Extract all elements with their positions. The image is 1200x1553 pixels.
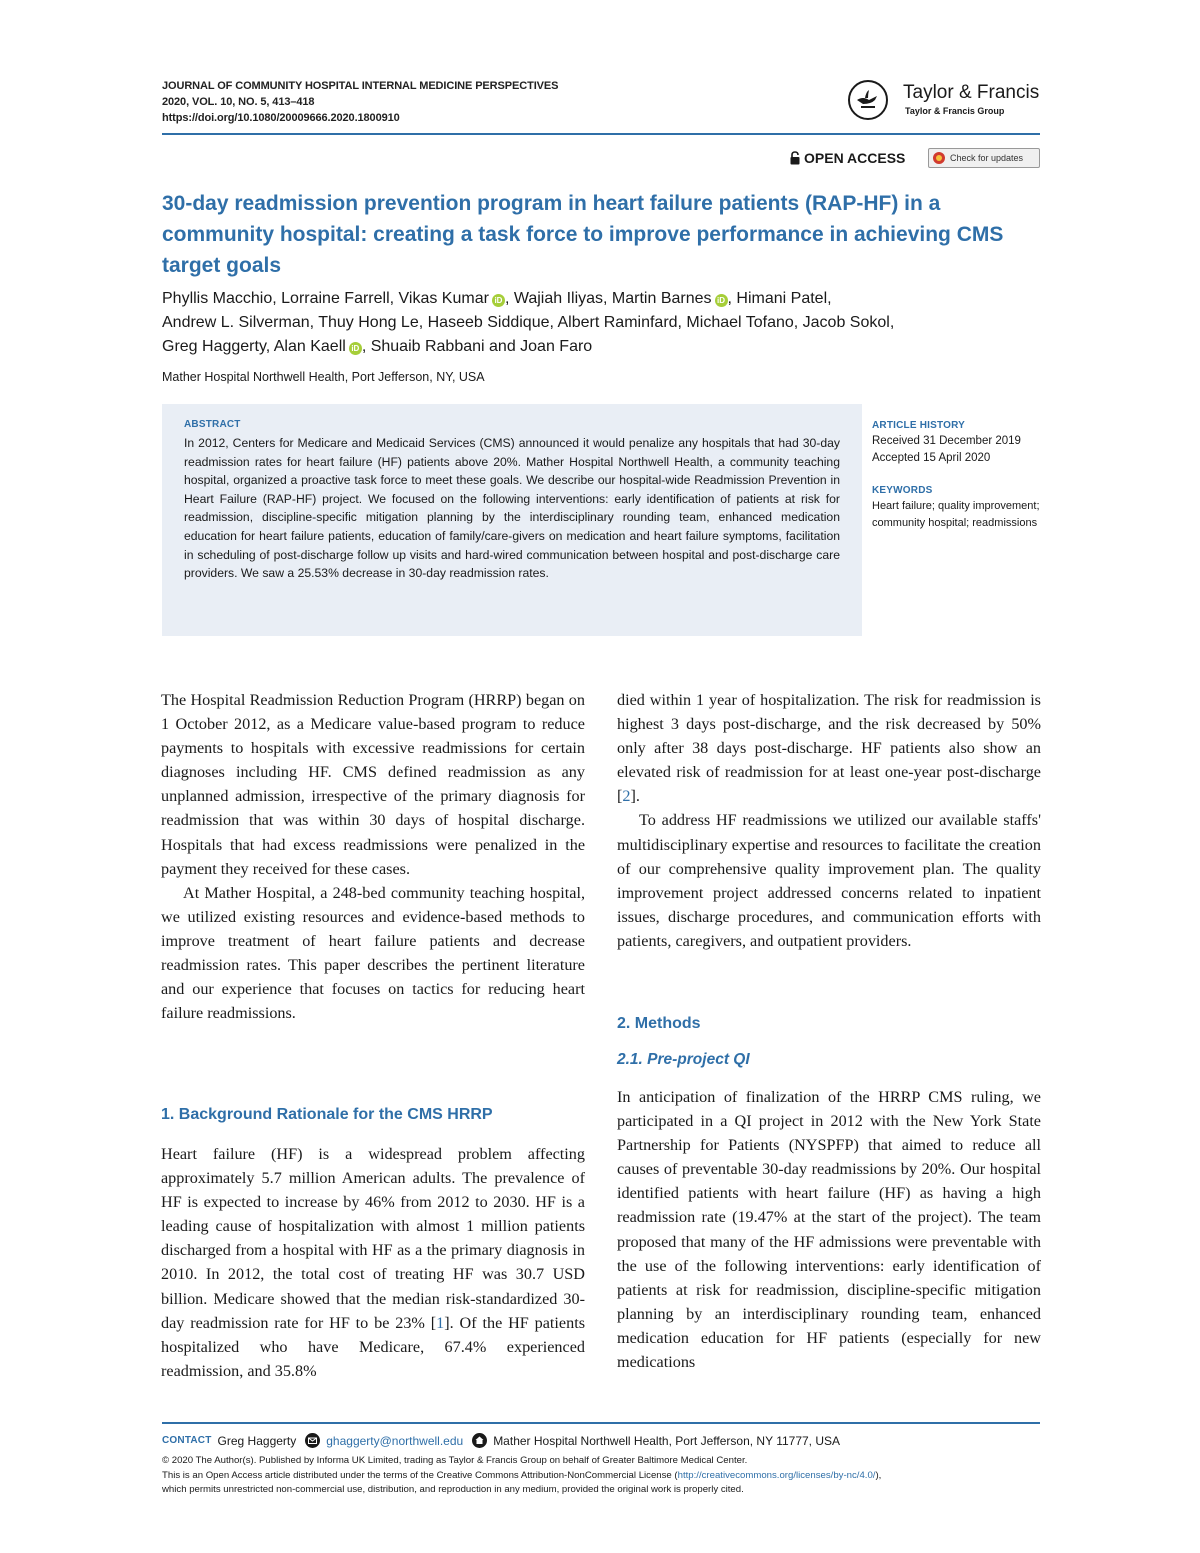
authors-text: , Himani Patel, [727,290,832,307]
body-column-right-top [617,688,1041,953]
publisher-name: Taylor & Francis [903,82,1040,103]
author-list [162,287,1044,359]
lamp-logo-icon [848,80,888,120]
copyright-notice [162,1454,1042,1498]
contact-label: CONTACT [162,1435,212,1446]
citation-link[interactable]: 1 [436,1313,445,1332]
open-lock-icon [790,151,800,165]
publisher-logo [848,78,1048,126]
footer-divider [162,1422,1040,1424]
keywords-heading: KEYWORDS [872,485,933,496]
body-column-right-bottom [617,1085,1041,1374]
article-history [872,419,1052,467]
paragraph: At Mather Hospital, a 248-bed community teaching hospital, we utilized existing resources and evidence-based methods to improve treatment of heart failure patients and decrease readmission rates. This paper describes the pertinent literature and our experience that focuses on tactics for reducing heart failure readmissions. [161,883,585,1023]
body-column-left-top [161,688,585,1025]
doi-link[interactable]: https://doi.org/10.1080/20009666.2020.1800910 [162,112,400,124]
address-icon [472,1433,487,1448]
paragraph [617,688,1041,808]
open-access-badge [790,150,905,166]
section-heading: 1. Background Rationale for the CMS HRRP [161,1106,493,1123]
publisher-group: Taylor & Francis Group [905,106,1005,116]
open-access-label: OPEN ACCESS [804,150,906,166]
keywords-text: Heart failure; quality improvement; community hospital; readmissions [872,500,1040,529]
orcid-icon[interactable]: iD [715,294,728,307]
contact-name: Greg Haggerty [217,1433,297,1448]
history-heading: ARTICLE HISTORY [872,420,966,431]
body-column-left-bottom [161,1142,585,1383]
contact-address: Mather Hospital Northwell Health, Port Jefferson, NY 11777, USA [493,1433,841,1448]
authors-text: Greg Haggerty, Alan Kaell [162,338,346,355]
check-updates-label: Check for updates [950,153,1024,163]
license-line [162,1469,1042,1484]
paragraph-text: Heart failure (HF) is a widespread problem affecting approximately 5.7 million American adults. The prevalence of HF is expected to increase by 46% from 2012 to 2030. HF is a leading cause of hospitalization with almost 1 million patients discharged from a hospital with HF as a the primary diagnosis in 2010. In 2012, the total cost of treating HF was 30.7 USD billion. Medicare showed that the median risk-standardized 30-day readmission rate for HF to be 23% [ [161,1145,585,1332]
abstract-text: In 2012, Centers for Medicare and Medicaid Services (CMS) announced it would penalize any hospitals that had 30-day readmission rates for heart failure (HF) patients above 20%. Mather Hospital Northwell Health, a community teaching hospital, organized a proactive task force to meet these goals. We describe our hospital-wide Readmission Prevention in Heart Failure (RAP-HF) project. We focused on the following interventions: early identification of patients at risk for readmission, discipline-specific mitigation planning by the interdisciplinary rounding team, enhanced medication education for heart failure patients, education of family/care-givers on medication and heart failure symptoms, facilitation in scheduling of post-discharge follow up visits and hard-wired communication between hospital and post-discharge care providers. We saw a 25.53% decrease in 30-day readmission rates. [184,436,840,581]
contact-email-link[interactable]: ghaggerty@northwell.edu [326,1433,464,1448]
paragraph: To address HF readmissions we utilized our available staffs' multidisciplinary expertise and resources to facilitate the creation of our comprehensive quality improvement plan. The quality improvement project addressed concerns related to inpatient issues, discharge procedures, and communication efforts with patients, caregivers, and outpatient providers. [617,811,1041,950]
copyright-line: © 2020 The Author(s). Published by Informa UK Limited, trading as Taylor & Francis Group on behalf of Greater Baltimore Medical Center. [162,1455,748,1466]
journal-name: JOURNAL OF COMMUNITY HOSPITAL INTERNAL MEDICINE PERSPECTIVES [162,80,559,92]
keywords [872,484,1044,532]
orcid-icon[interactable]: iD [492,294,505,307]
affiliation: Mather Hospital Northwell Health, Port Jefferson, NY, USA [162,370,485,384]
license-link[interactable]: http://creativecommons.org/licenses/by-nc/4.0/ [677,1469,876,1481]
paragraph: The Hospital Readmission Reduction Program (HRRP) began on 1 October 2012, as a Medicare value-based program to reduce payments to hospitals with excessive readmissions for certain diagnoses including HF. CMS defined readmission as any unplanned admission, irrespective of the primary diagnosis for readmission that was within 30 days of hospital discharge. Hospitals that had excess readmissions were penalized in the payment they received for these cases. [161,691,585,878]
license-text: ), [875,1469,882,1481]
license-line: which permits unrestricted non-commercial use, distribution, and reproduction in any medium, provided the original work is properly cited. [162,1484,744,1495]
subsection-heading: 2.1. Pre-project QI [617,1051,750,1068]
section-heading: 2. Methods [617,1015,701,1032]
article-title: 30-day readmission prevention program in heart failure patients (RAP-HF) in a community hospital: creating a task force to improve performance in achieving CMS target goals [162,192,1004,277]
authors-text: Phyllis Macchio, Lorraine Farrell, Vikas Kumar [162,290,489,307]
paragraph-text: died within 1 year of hospitalization. The risk for readmission is highest 3 days post-discharge, and the risk decreased by 50% only after 38 days post-discharge. HF patients also show an elevated risk of readmission for at least one-year post-discharge [ [617,691,1041,806]
journal-info [162,78,558,126]
journal-citation: 2020, VOL. 10, NO. 5, 413–418 [162,96,315,108]
received-date: Received 31 December 2019 [872,435,1021,447]
license-text: This is an Open Access article distributed under the terms of the Creative Commons Attribution-NonCommercial License ( [162,1469,678,1481]
paragraph: In anticipation of finalization of the HRRP CMS ruling, we participated in a QI project in 2012 with the New York State Partnership for Patients (NYSPFP) that aimed to reduce all causes of preventable 30-day readmissions by 20%. Our hospital identified patients with heart failure (HF) as having a high readmission rate (19.47% at the start of the project). The team proposed that many of the HF admissions were preventable with the use of the following interventions: early identification of patients at risk for readmission, discipline-specific mitigation planning by an interdisciplinary rounding team, enhanced medication education for HF patients (especially for new medications [617,1088,1041,1372]
paragraph-text: ]. [630,787,640,806]
paragraph [161,1142,585,1383]
email-icon [305,1433,320,1448]
check-for-updates-button[interactable] [928,148,1040,168]
authors-text: , Wajiah Iliyas, Martin Barnes [504,290,712,307]
contact-line [162,1433,840,1448]
authors-text: Andrew L. Silverman, Thuy Hong Le, Haseeb Siddique, Albert Raminfard, Michael Tofano, Jacob Sokol, [162,314,895,331]
crossmark-icon [933,152,945,164]
authors-text: , Shuaib Rabbani and Joan Faro [361,338,593,355]
abstract-heading: ABSTRACT [184,419,241,430]
accepted-date: Accepted 15 April 2020 [872,452,991,464]
header-divider [162,133,1040,135]
orcid-icon[interactable]: iD [349,342,362,355]
citation-link[interactable]: 2 [622,787,631,806]
paragraph-text: ]. Of the HF patients hospitalized who have Medicare, 67.4% experienced readmission, and 35.8% [161,1313,586,1380]
